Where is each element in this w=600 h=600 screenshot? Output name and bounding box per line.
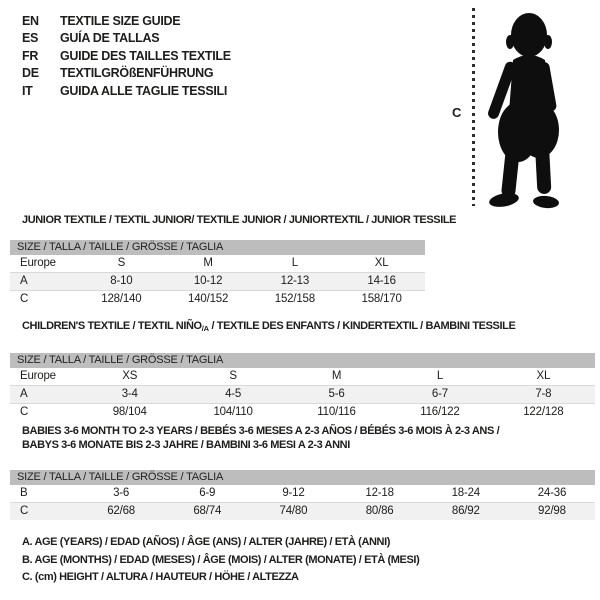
language-row (22, 30, 231, 48)
language-code: FR (22, 48, 39, 63)
measurement-legend (22, 534, 419, 587)
table-cell: L (436, 370, 444, 382)
children-title-prefix: CHILDREN'S TEXTILE / TEXTIL NIÑO (22, 320, 202, 332)
babies-title (10, 424, 595, 452)
language-code: DE (22, 66, 39, 81)
table-cell: L (291, 257, 298, 269)
table-cell: M (331, 370, 342, 382)
size-header-bar: SIZE / TALLA / TAILLE / GRÖSSE / TAGLIA (10, 353, 595, 368)
table-row (10, 272, 425, 290)
table-cell: 98/104 (112, 406, 147, 418)
table-cell: 6-7 (431, 388, 448, 400)
table-cell: 3-4 (121, 388, 138, 400)
children-table (10, 353, 595, 421)
table-cell: 24-36 (537, 487, 567, 499)
table-cell: 86/92 (451, 505, 480, 517)
language-row (22, 65, 231, 83)
height-label: C (452, 105, 462, 120)
language-label: TEXTILGRÖßENFÜHRUNG (60, 66, 214, 81)
children-title-sub: /A (201, 324, 209, 333)
language-label: GUIDA ALLE TAGLIE TESSILI (60, 83, 228, 98)
row-label: B (20, 487, 28, 499)
row-label: C (20, 505, 29, 517)
language-label: GUIDE DES TAILLES TEXTILE (60, 48, 231, 63)
table-cell: 104/110 (213, 406, 253, 418)
legend-line-c: C. (cm) HEIGHT / ALTURA / HAUTEUR / HÖHE / ALTEZZA (22, 571, 299, 583)
table-cell: XL (536, 370, 551, 382)
section-junior (10, 214, 457, 308)
table-cell: 9-12 (282, 487, 305, 499)
table-cell: 7-8 (535, 388, 552, 400)
language-code: ES (22, 31, 39, 46)
table-cell: XS (122, 370, 138, 382)
toddler-silhouette-icon (480, 10, 575, 210)
table-cell: 68/74 (193, 505, 222, 517)
language-row (22, 12, 231, 30)
babies-table (10, 470, 595, 520)
table-cell: 128/140 (101, 293, 142, 305)
table-cell: 152/158 (274, 293, 315, 305)
table-cell: S (229, 370, 237, 382)
table-cell: XL (374, 257, 389, 269)
table-cell: 110/116 (317, 406, 356, 418)
row-label: Europe (20, 257, 56, 269)
row-label: C (20, 406, 29, 418)
table-row (10, 290, 425, 308)
table-cell: 158/170 (361, 293, 402, 305)
section-babies (10, 424, 595, 520)
junior-title: JUNIOR TEXTILE / TEXTIL JUNIOR/ TEXTILE JUNIOR / JUNIORTEXTIL / JUNIOR TESSILE (22, 214, 457, 226)
language-code: IT (22, 83, 33, 98)
table-cell: 5-6 (328, 388, 345, 400)
table-cell: 8-10 (110, 275, 133, 287)
babies-title-line2: BABYS 3-6 MONATE BIS 2-3 JAHRE / BAMBINI 3-6 MESI A 2-3 ANNI (22, 439, 350, 451)
language-header (22, 12, 231, 100)
language-code: EN (22, 13, 39, 28)
row-label: C (20, 293, 29, 305)
table-row (10, 485, 595, 502)
table-cell: 6-9 (199, 487, 216, 499)
table-cell: 14-16 (367, 275, 396, 287)
junior-table (10, 240, 425, 308)
table-row (10, 368, 595, 385)
table-cell: S (117, 257, 126, 269)
table-cell: 80/86 (365, 505, 394, 517)
row-label: Europe (20, 370, 56, 382)
table-row (10, 255, 425, 272)
table-row (10, 502, 595, 520)
table-cell: 122/128 (523, 406, 564, 418)
table-row (10, 385, 595, 403)
table-cell: 10-12 (193, 275, 223, 287)
table-cell: 12-18 (365, 487, 394, 499)
table-cell: 4-5 (225, 388, 242, 400)
legend-line-b: B. AGE (MONTHS) / EDAD (MESES) / ÂGE (MOIS) / ALTER (MONATE) / ETÀ (MESI) (22, 553, 420, 566)
size-header-bar: SIZE / TALLA / TAILLE / GRÖSSE / TAGLIA (10, 240, 425, 255)
section-children (10, 320, 595, 421)
table-cell: 62/68 (107, 505, 135, 517)
row-label: A (20, 275, 28, 287)
table-cell: 18-24 (451, 487, 480, 499)
babies-title-line1: BABIES 3-6 MONTH TO 2-3 YEARS / BEBÉS 3-6 MESES A 2-3 AÑOS / BÉBÉS 3-6 MOIS À 2-3 ANS / (22, 425, 500, 437)
table-cell: 3-6 (113, 487, 130, 499)
language-row (22, 82, 231, 100)
table-cell: 92/98 (538, 505, 566, 517)
legend-line-a: A. AGE (YEARS) / EDAD (AÑOS) / ÂGE (ANS) / ALTER (JAHRE) / ETÀ (ANNI) (22, 536, 390, 548)
language-label: TEXTILE SIZE GUIDE (60, 13, 181, 28)
table-cell: 12-13 (280, 275, 310, 287)
table-cell: M (203, 257, 213, 269)
language-row (22, 47, 231, 65)
table-cell: 140/152 (188, 293, 229, 305)
children-title (10, 320, 595, 335)
height-dashed-line (472, 8, 475, 206)
row-label: A (20, 388, 28, 400)
table-cell: 74/80 (279, 505, 308, 517)
size-header-bar: SIZE / TALLA / TAILLE / GRÖSSE / TAGLIA (10, 470, 595, 485)
language-label: GUÍA DE TALLAS (60, 31, 160, 46)
table-cell: 116/122 (420, 406, 460, 418)
children-title-suffix: / TEXTILE DES ENFANTS / KINDERTEXTIL / BAMBINI TESSILE (208, 320, 516, 332)
table-row (10, 403, 595, 421)
